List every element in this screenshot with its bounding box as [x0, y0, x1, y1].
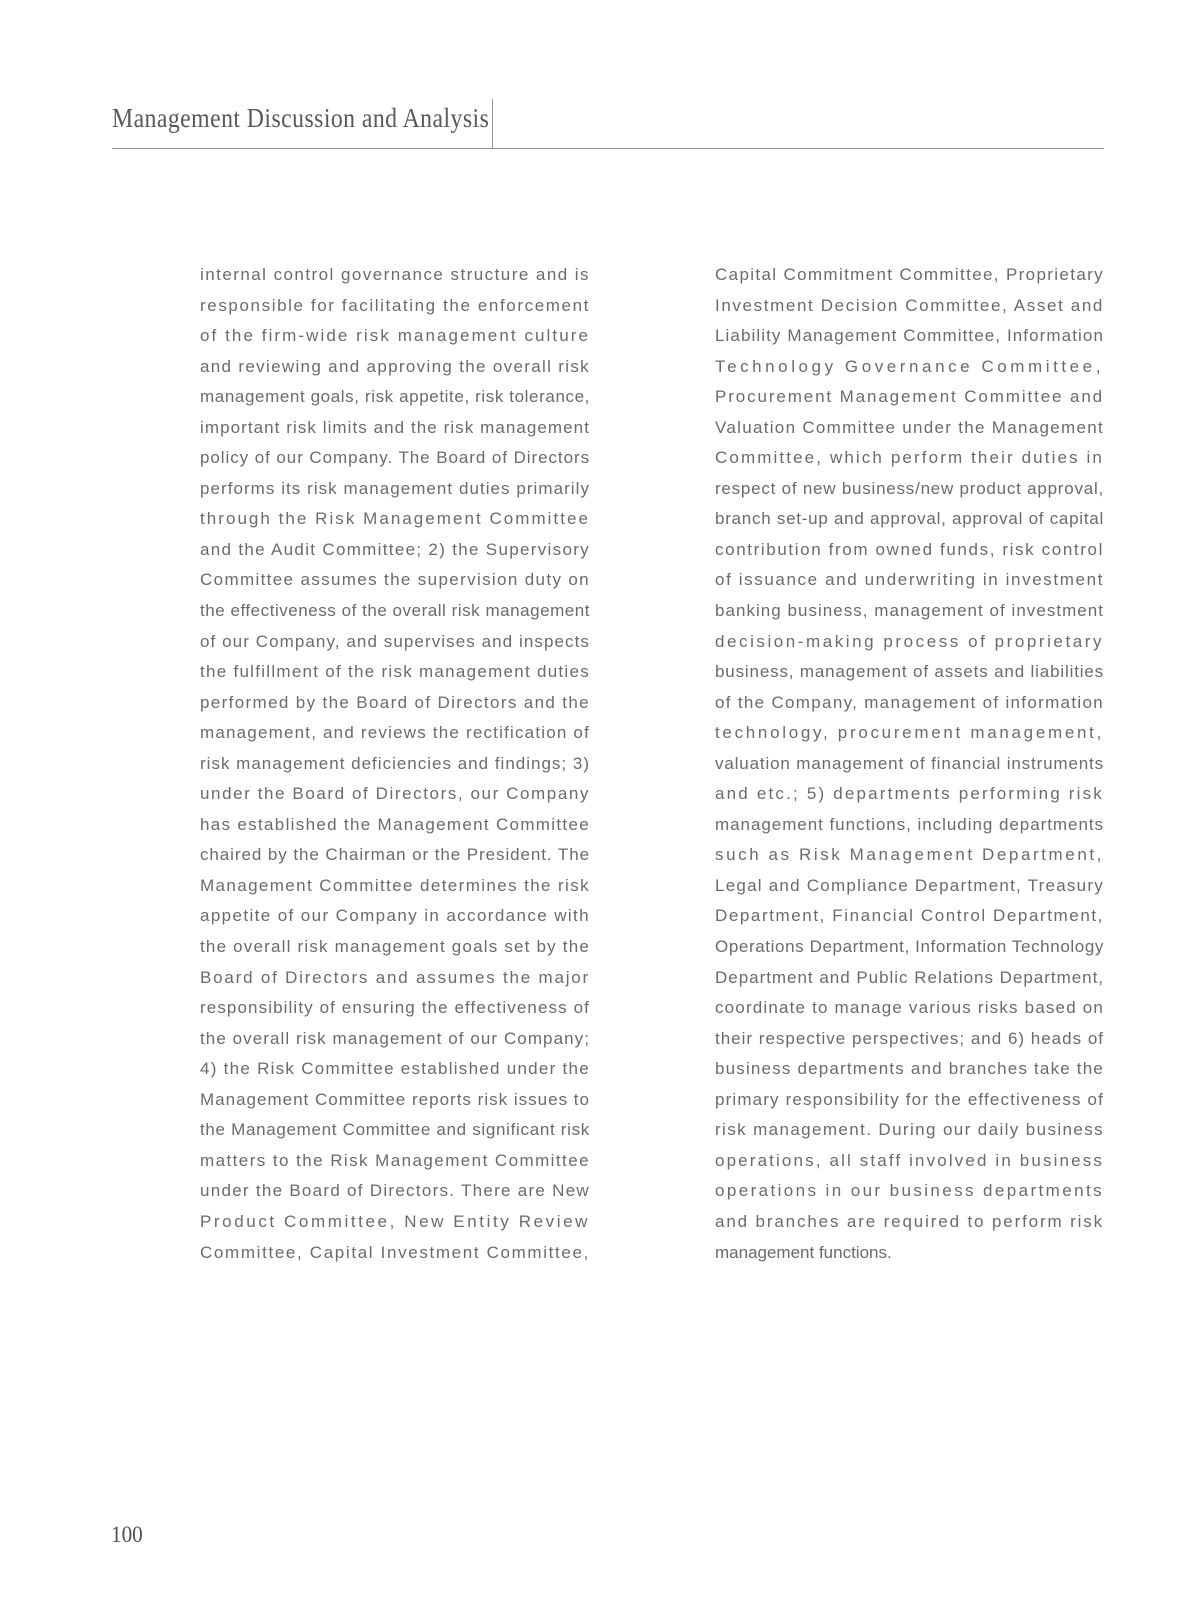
text-line: risk management deficiencies and findings; 3): [200, 753, 590, 773]
page-header-title: Management Discussion and Analysis: [112, 103, 490, 133]
text-line: decision-making process of proprietary: [715, 631, 1104, 651]
text-line: risk management. During our daily business: [715, 1120, 1104, 1140]
text-line: chaired by the Chairman or the President. The: [200, 845, 590, 865]
text-line: valuation management of financial instruments: [715, 753, 1104, 773]
text-line: operations, all staff involved in business: [715, 1150, 1104, 1170]
text-line: performed by the Board of Directors and the: [200, 692, 590, 712]
text-line: and etc.; 5) departments performing risk: [715, 784, 1104, 804]
text-line: their respective perspectives; and 6) heads of: [715, 1028, 1104, 1048]
text-line: has established the Management Committee: [200, 814, 590, 834]
text-line: and branches are required to perform risk: [715, 1211, 1104, 1231]
text-line: responsible for facilitating the enforcement: [200, 295, 590, 315]
text-line: Management Committee determines the risk: [200, 875, 590, 895]
text-line: of the Company, management of information: [715, 692, 1104, 712]
text-line: the fulfillment of the risk management duties: [200, 662, 590, 682]
header-horizontal-rule: [112, 148, 1104, 149]
text-line: technology, procurement management,: [715, 723, 1104, 743]
text-line: management, and reviews the rectification of: [200, 723, 590, 743]
header-vertical-divider: [492, 99, 493, 148]
text-line: Management Committee reports risk issues to: [200, 1089, 590, 1109]
text-line: coordinate to manage various risks based on: [715, 998, 1104, 1018]
text-line: Legal and Compliance Department, Treasury: [715, 875, 1104, 895]
text-line: primary responsibility for the effectiveness of: [715, 1089, 1104, 1109]
text-line: matters to the Risk Management Committee: [200, 1150, 590, 1170]
text-line: management goals, risk appetite, risk tolerance,: [200, 387, 590, 407]
text-line: management functions, including departments: [715, 814, 1104, 834]
text-line: Department and Public Relations Department,: [715, 967, 1104, 987]
text-line: the overall risk management goals set by the: [200, 937, 590, 957]
text-line: Technology Governance Committee,: [715, 356, 1104, 376]
text-line: Product Committee, New Entity Review: [200, 1211, 590, 1231]
text-line: Department, Financial Control Department,: [715, 906, 1104, 926]
body-text-left-column: [200, 260, 590, 1268]
text-line: respect of new business/new product approval,: [715, 478, 1104, 498]
body-text-right-column: [715, 260, 1104, 1268]
text-line: internal control governance structure and is: [200, 265, 590, 284]
text-line: the overall risk management of our Company;: [200, 1028, 590, 1048]
text-line: operations in our business departments: [715, 1181, 1104, 1201]
text-line: Procurement Management Committee and: [715, 387, 1104, 407]
text-line: of issuance and underwriting in investment: [715, 570, 1104, 590]
text-line: of our Company, and supervises and inspects: [200, 631, 590, 651]
text-line: Committee, Capital Investment Committee,: [200, 1242, 590, 1262]
text-line: responsibility of ensuring the effectiveness of: [200, 998, 590, 1018]
text-line: branch set-up and approval, approval of capital: [715, 509, 1104, 529]
text-line: Liability Management Committee, Information: [715, 326, 1104, 346]
text-line: appetite of our Company in accordance with: [200, 906, 590, 926]
text-line: Board of Directors and assumes the major: [200, 967, 590, 987]
text-line: the effectiveness of the overall risk management: [200, 601, 590, 621]
text-line: business departments and branches take the: [715, 1059, 1104, 1079]
text-line: contribution from owned funds, risk control: [715, 539, 1104, 559]
text-line: the Management Committee and significant risk: [200, 1120, 590, 1140]
text-line: under the Board of Directors. There are New: [200, 1181, 590, 1201]
text-line: Investment Decision Committee, Asset and: [715, 295, 1104, 315]
text-line: Operations Department, Information Technology: [715, 937, 1104, 957]
text-line: Capital Commitment Committee, Proprietary: [715, 265, 1104, 284]
text-line: Committee, which perform their duties in: [715, 448, 1104, 468]
text-line: business, management of assets and liabilities: [715, 662, 1104, 682]
text-line: 4) the Risk Committee established under the: [200, 1059, 590, 1079]
text-line: under the Board of Directors, our Company: [200, 784, 590, 804]
text-line: through the Risk Management Committee: [200, 509, 590, 529]
text-line: Valuation Committee under the Management: [715, 417, 1104, 437]
text-line: important risk limits and the risk management: [200, 417, 590, 437]
text-line: banking business, management of investment: [715, 601, 1104, 621]
text-line: and reviewing and approving the overall risk: [200, 356, 590, 376]
text-line: and the Audit Committee; 2) the Supervisory: [200, 539, 590, 559]
page-number: 100: [111, 1522, 143, 1547]
text-line: policy of our Company. The Board of Directors: [200, 448, 590, 468]
text-line: performs its risk management duties primarily: [200, 478, 590, 498]
text-line: management functions.: [715, 1242, 892, 1262]
text-line: of the firm-wide risk management culture: [200, 326, 590, 346]
text-line: Committee assumes the supervision duty on: [200, 570, 590, 590]
text-line: such as Risk Management Department,: [715, 845, 1104, 865]
